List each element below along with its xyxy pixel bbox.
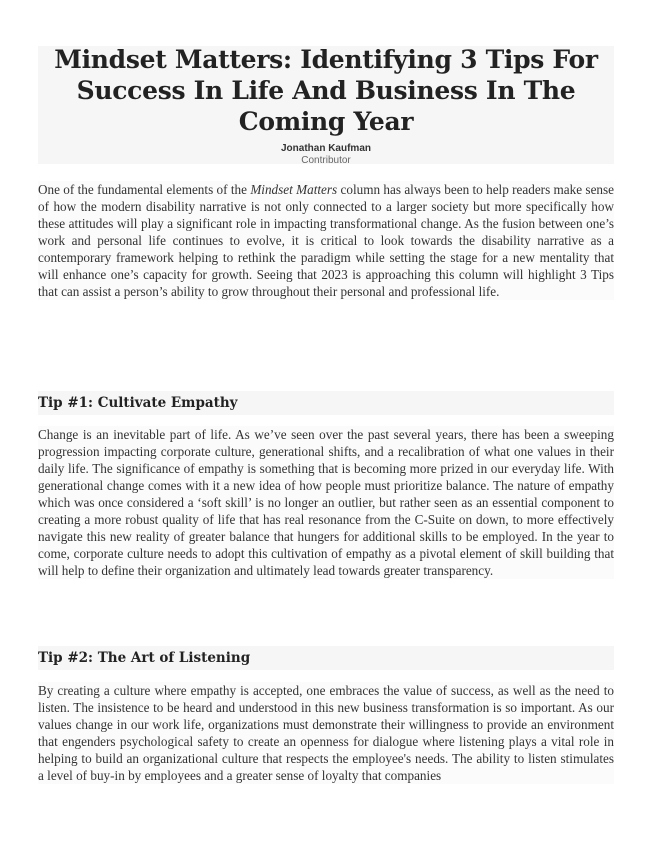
author-name: Jonathan Kaufman: [280, 143, 371, 154]
tip-2-heading: Tip #2: The Art of Listening: [38, 650, 251, 666]
article-title: Mindset Matters: Identifying 3 Tips For Success In Life And Business In The Coming Year: [54, 45, 598, 136]
intro-paragraph: [38, 181, 614, 300]
column-name: Mindset Matters: [250, 182, 338, 197]
tip-1-paragraph: Change is an inevitable part of life. As we’ve seen over the past several years, there has been a sweeping progression impacting corporate culture, generational shifts, and a recalibration of what one values in their daily life. The significance of empathy is something that is becoming more prized in our everyday life. With generational change comes with it a new idea of how people must prioritize balance. The nature of empathy which was once considered a ‘soft skill’ is no longer an outlier, but rather seen as an essential component to creating a more robust quality of life that has real resonance from the C-Suite on down, to more effectively navigate this new reality of greater balance that hungers for additional skills to be employed. In the year to come, corporate culture needs to adopt this cultivation of empathy as a pivotal element of skill building that will help to define their organization and ultimately lead towards greater transparency.: [38, 427, 614, 578]
tip-2-paragraph: By creating a culture where empathy is accepted, one embraces the value of success, as well as the need to listen. The insistence to be heard and understood in this new business transformation is so important. As our values change in our work life, organizations must demonstrate their willingness to provide an environment that engenders psychological safety to create an openness for dialogue where listening plays a vital role in helping to build an organizational culture that respects the employee's needs. The ability to listen stimulates a level of buy-in by employees and a greater sense of loyalty that companies: [38, 683, 614, 783]
intro-lead: One of the fundamental elements of the: [38, 182, 251, 197]
author-role: Contributor: [301, 155, 351, 166]
intro-rest: column has always been to help readers make sense of how the modern disability narrative is not only connected to a larger society but more specifically how these attitudes will play a significant role in impacting transformational change. As the fusion between one’s work and personal life continues to evolve, it is critical to look towards the disability narrative as a contemporary framework helping to rethink the paradigm while setting the stage for a new mentality that will enhance one’s capacity for growth. Seeing that 2023 is approaching this column will highlight 3 Tips that can assist a person’s ability to grow throughout their personal and professional life.: [38, 182, 615, 299]
tip-1-heading: Tip #1: Cultivate Empathy: [38, 395, 238, 411]
